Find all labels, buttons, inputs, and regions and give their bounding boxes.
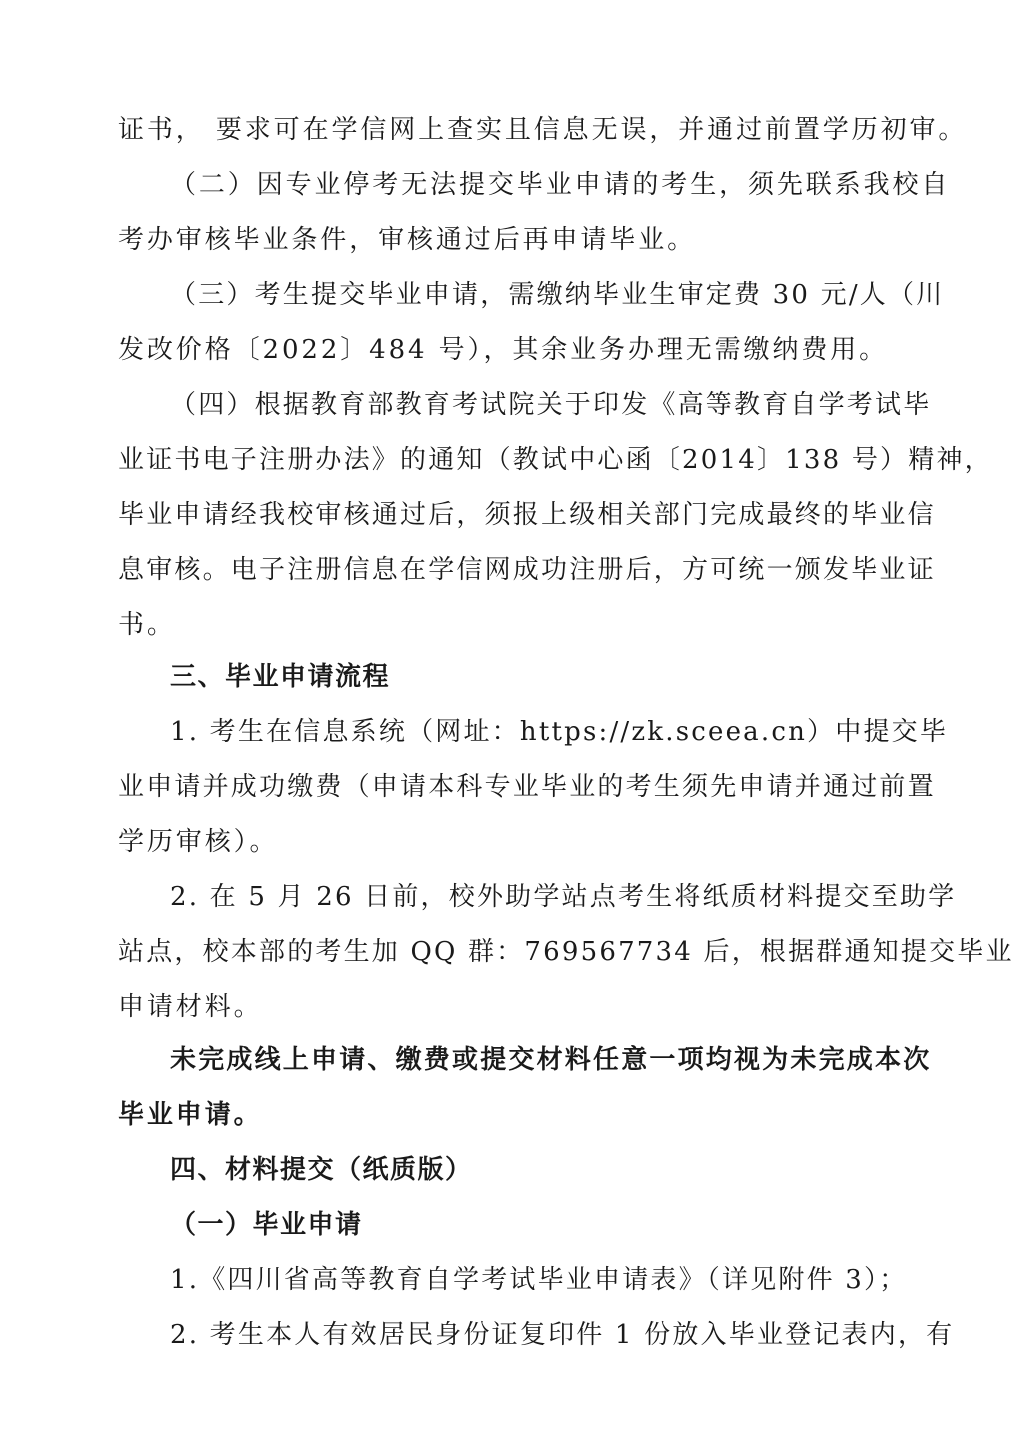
text-line-17: 申请材料。 (118, 992, 263, 1022)
text-line-4: （三）考生提交毕业申请，需缴纳毕业生审定费 30 元/人（川 (170, 280, 945, 310)
section-heading-4: 四、材料提交（纸质版） (170, 1155, 473, 1185)
text-line-15: 2. 在 5 月 26 日前，校外助学站点考生将纸质材料提交至助学 (170, 882, 957, 912)
text-line-7: 业证书电子注册办法》的通知（教试中心函〔2014〕138 号）精神， (118, 445, 993, 475)
text-line-6: （四）根据教育部教育考试院关于印发《高等教育自学考试毕 (170, 390, 932, 420)
bold-notice-line-1: 未完成线上申请、缴费或提交材料任意一项均视为未完成本次 (170, 1045, 932, 1075)
text-line-12: 1. 考生在信息系统（网址：https://zk.sceea.cn）中提交毕 (170, 717, 949, 747)
text-line-14: 学历审核）。 (118, 827, 279, 857)
text-line-23: 2. 考生本人有效居民身份证复印件 1 份放入毕业登记表内，有 (170, 1320, 955, 1350)
section-heading-3: 三、毕业申请流程 (170, 662, 391, 692)
text-line-22: 1.《四川省高等教育自学考试毕业申请表》（详见附件 3）； (170, 1265, 908, 1295)
text-line-3: 考办审核毕业条件，审核通过后再申请毕业。 (118, 225, 697, 255)
text-line-1: 证书， 要求可在学信网上查实且信息无误，并通过前置学历初审。 (118, 115, 968, 145)
text-line-5: 发改价格〔2022〕484 号），其余业务办理无需缴纳费用。 (118, 335, 889, 365)
text-line-13: 业申请并成功缴费（申请本科专业毕业的考生须先申请并通过前置 (118, 772, 936, 802)
text-line-2: （二）因专业停考无法提交毕业申请的考生，须先联系我校自 (170, 170, 951, 200)
bold-notice-line-2: 毕业申请。 (118, 1100, 263, 1130)
subsection-heading-1: （一）毕业申请 (170, 1210, 363, 1240)
text-line-9: 息审核。电子注册信息在学信网成功注册后，方可统一颁发毕业证 (118, 555, 936, 585)
text-line-16: 站点，校本部的考生加 QQ 群：769567734 后，根据群通知提交毕业 (118, 937, 1014, 967)
text-line-8: 毕业申请经我校审核通过后，须报上级相关部门完成最终的毕业信 (118, 500, 936, 530)
text-line-10: 书。 (118, 610, 176, 640)
